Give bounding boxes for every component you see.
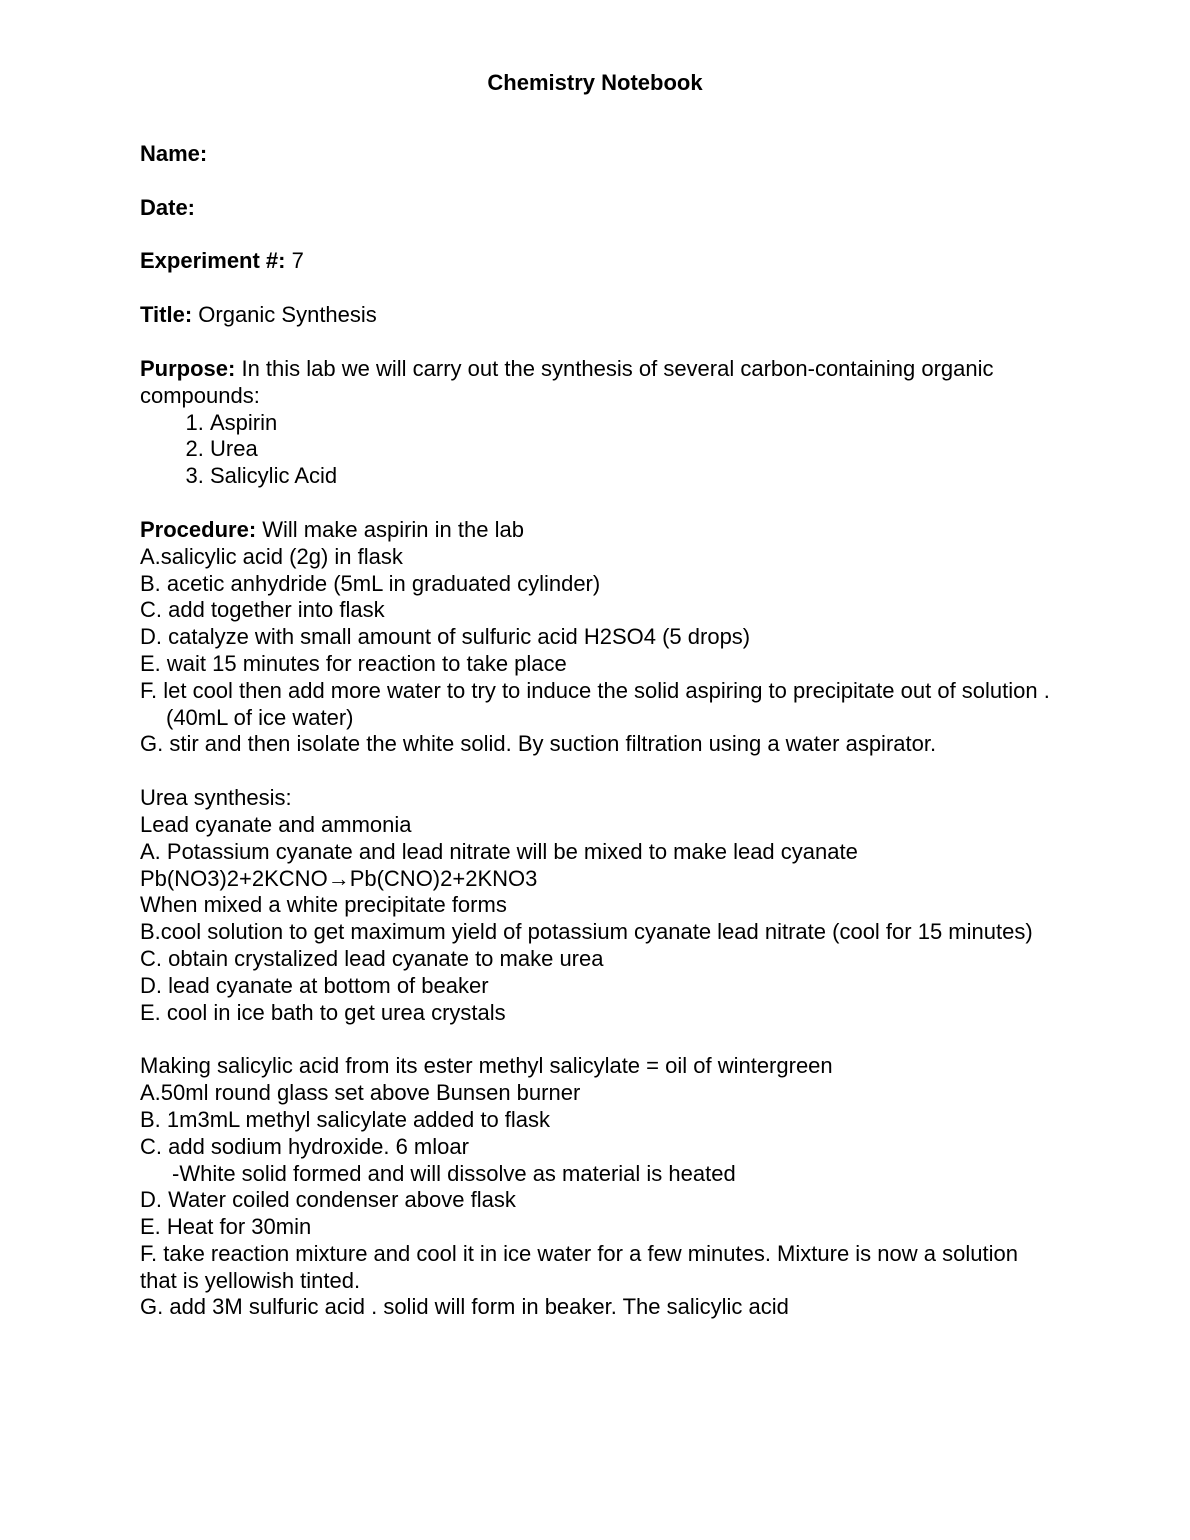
notebook-page: [140, 70, 1060, 1348]
title-label: Title:: [140, 302, 193, 328]
procedure-section: [140, 517, 1060, 758]
urea-step: D. lead cyanate at bottom of beaker: [140, 972, 489, 998]
title-field: [140, 302, 1060, 329]
date-field: [140, 195, 1060, 222]
date-label: Date:: [140, 194, 196, 220]
procedure-intro-text: Will make aspirin in the lab: [256, 516, 524, 542]
name-field: [140, 141, 1060, 168]
equation-reactants: Pb(NO3)2+2KCNO: [140, 865, 328, 891]
equation-products: Pb(CNO)2+2KNO3: [349, 865, 538, 891]
procedure-step: A.salicylic acid (2g) in flask: [140, 543, 403, 569]
salicylic-step: G. add 3M sulfuric acid . solid will form in beaker. The salicylic acid: [140, 1294, 789, 1320]
procedure-step: D. catalyze with small amount of sulfuric acid H2SO4 (5 drops): [140, 624, 751, 650]
urea-step: When mixed a white precipitate forms: [140, 892, 507, 918]
procedure-label: Procedure:: [140, 516, 257, 542]
arrow-right-icon: →: [327, 865, 350, 891]
list-item: 2. Urea: [210, 436, 1060, 463]
urea-step: B.cool solution to get maximum yield of potassium cyanate lead nitrate (cool for 15 minutes): [140, 919, 1033, 945]
salicylic-heading: Making salicylic acid from its ester methyl salicylate = oil of wintergreen: [140, 1053, 833, 1079]
salicylic-step: F. take reaction mixture and cool it in ice water for a few minutes. Mixture is now a solution that is yellowish tinted.: [140, 1240, 1018, 1293]
salicylic-step: C. add sodium hydroxide. 6 mloar: [140, 1133, 469, 1159]
salicylic-note: -White solid formed and will dissolve as material is heated: [172, 1160, 736, 1186]
urea-step: C. obtain crystalized lead cyanate to make urea: [140, 945, 604, 971]
urea-subheading: Lead cyanate and ammonia: [140, 811, 412, 837]
procedure-step: F. let cool then add more water to try to induce the solid aspiring to precipitate out of solution .: [140, 677, 1050, 703]
list-item: 3. Salicylic Acid: [210, 463, 1060, 490]
experiment-value: 7: [285, 248, 304, 274]
name-label: Name:: [140, 140, 208, 166]
experiment-label: Experiment #:: [140, 248, 286, 274]
urea-equation: [140, 866, 1060, 893]
procedure-intro: [140, 517, 1060, 544]
procedure-step: B. acetic anhydride (5mL in graduated cylinder): [140, 570, 601, 596]
urea-step: E. cool in ice bath to get urea crystals: [140, 999, 506, 1025]
salicylic-step: B. 1m3mL methyl salicylate added to flask: [140, 1106, 551, 1132]
purpose-label: Purpose:: [140, 355, 236, 381]
urea-heading: Urea synthesis:: [140, 785, 292, 811]
purpose-description: In this lab we will carry out the synthesis of several carbon-containing organic compounds:: [140, 355, 994, 408]
title-value: Organic Synthesis: [192, 302, 377, 328]
urea-section: [140, 785, 1060, 1026]
purpose-section: [140, 356, 1060, 490]
procedure-note: (40mL of ice water): [166, 704, 354, 730]
urea-step: A. Potassium cyanate and lead nitrate will be mixed to make lead cyanate: [140, 838, 858, 864]
procedure-step: E. wait 15 minutes for reaction to take place: [140, 650, 567, 676]
salicylic-section: [140, 1053, 1060, 1321]
salicylic-step: D. Water coiled condenser above flask: [140, 1187, 516, 1213]
purpose-list: [140, 410, 1060, 490]
purpose-text: [140, 356, 1060, 410]
procedure-step: G. stir and then isolate the white solid. By suction filtration using a water aspirator.: [140, 731, 937, 757]
salicylic-step: A.50ml round glass set above Bunsen burner: [140, 1080, 581, 1106]
list-item: 1. Aspirin: [210, 410, 1060, 437]
document-title: Chemistry Notebook: [487, 70, 703, 95]
procedure-step: C. add together into flask: [140, 597, 385, 623]
experiment-field: [140, 248, 1060, 275]
salicylic-step: E. Heat for 30min: [140, 1214, 312, 1240]
